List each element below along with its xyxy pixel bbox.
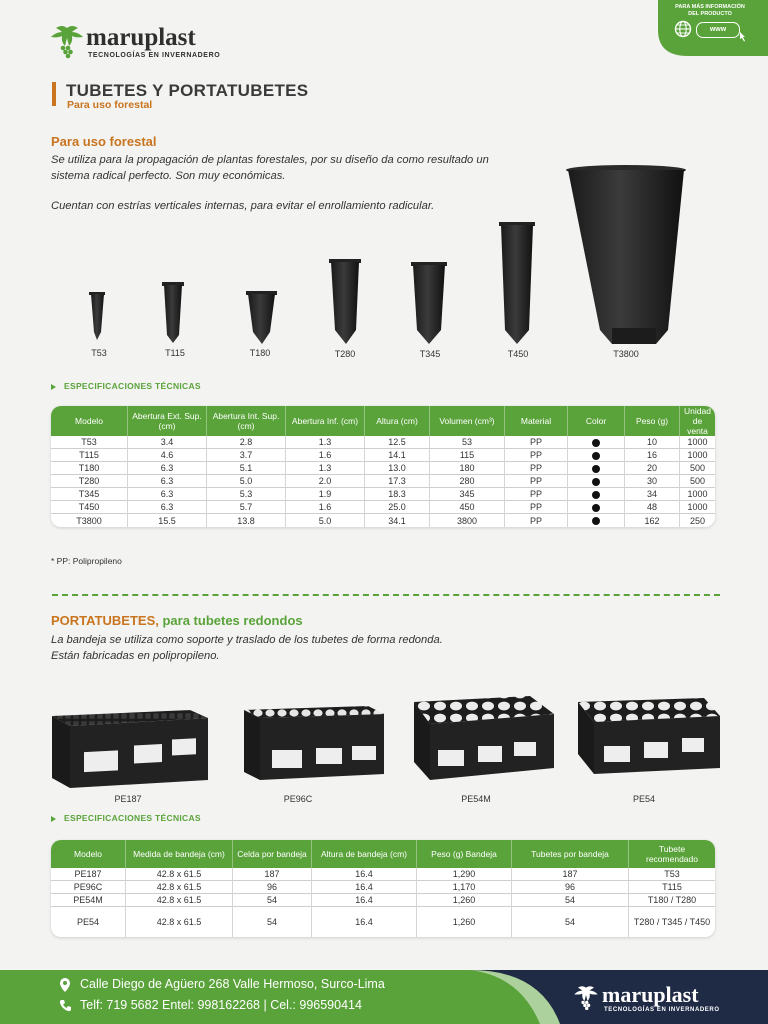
table-cell: 2.0 [286,475,365,488]
table-cell: PE187 [51,868,126,881]
table-cell: 13.0 [365,462,430,475]
globe-icon[interactable] [674,20,692,38]
table-cell: 250 [689,515,706,526]
table-cell: 1,260 [417,907,512,937]
page-subtitle: Para uso forestal [67,99,153,111]
table-cell: PP [505,488,568,501]
table-cell: 54 [512,907,629,937]
arrow-right-icon [51,384,56,390]
table-cell: T53 [51,436,128,449]
table-cell: 16 [625,449,680,462]
table-cell: 6.3 [128,462,207,475]
tube-t345 [411,262,447,344]
table-cell: 96 [233,881,312,894]
table-cell: 16.4 [312,881,417,894]
more-info-text: PARA MÁS INFORMACIÓN DEL PRODUCTO [675,4,745,17]
col-header: Altura (cm) [365,406,430,436]
tray-pe187 [52,710,208,788]
table-cell: 5.0 [286,514,365,527]
table-cell: T115 [51,449,128,462]
table-cell: 6.3 [128,475,207,488]
table-cell: 96 [512,881,629,894]
col-header: Celda por bandeja [233,840,312,868]
table-cell: 1000 [680,449,715,462]
table-cell: 20 [625,462,680,475]
table-cell: 18.3 [365,488,430,501]
tube-label-t3800: T3800 [613,349,639,359]
table-cell: 187 [512,868,629,881]
phone-icon [59,999,72,1012]
table-cell: 15.5 [128,514,207,527]
table-row [51,436,715,449]
table-cell: 3.4 [128,436,207,449]
table-row [51,868,715,881]
www-button[interactable]: www [696,22,740,38]
table-cell: PP [505,436,568,449]
table-row [51,881,715,894]
table-cell: PP [505,449,568,462]
table-cell: 42.8 x 61.5 [126,907,233,937]
table-cell: 1000 [680,436,715,449]
table-cell: 12.5 [365,436,430,449]
col-header: Tubete recomendado [629,840,715,868]
brand-logo [48,22,248,68]
table-cell: 14.1 [365,449,430,462]
footer-brand-logo [572,982,742,1018]
tubes-image [60,160,700,360]
table-cell: 34 [625,488,680,501]
table-cell: T180 / T280 [629,894,715,907]
tray-label-pe187: PE187 [114,794,142,804]
table-cell: 25.0 [365,501,430,514]
table-cell [568,514,625,527]
grape-leaf-logo-icon [572,984,600,1012]
tubes-spec-table [51,406,715,527]
col-header: Abertura Int. Sup. (cm) [207,406,286,436]
table-cell: 16.4 [312,868,417,881]
tube-t450 [499,222,535,344]
table-cell: 53 [430,436,505,449]
section-heading-portatubetes: PORTATUBETES, para tubetes redondos [51,613,303,628]
table-cell: 34.1 [365,514,430,527]
tube-label-t345: T345 [419,349,441,359]
table-cell: T345 [51,488,128,501]
table-cell: 1,260 [417,894,512,907]
tray-label-pe96c: PE96C [283,794,313,804]
footer-phone: Telf: 719 5682 Entel: 998162268 | Cel.: 996590414 [80,998,362,1012]
table-cell: PE96C [51,881,126,894]
table-cell [568,488,625,501]
table-cell: PP [505,501,568,514]
table-cell: 54 [233,907,312,937]
table-row [51,907,715,937]
table-cell [568,501,625,514]
col-header: Medida de bandeja (cm) [126,840,233,868]
table-row [51,514,715,527]
col-header: Volumen (cm³) [430,406,505,436]
table-cell: 4.6 [128,449,207,462]
tray-pe54m [414,696,554,780]
col-header: Abertura Ext. Sup. (cm) [128,406,207,436]
table-cell: 1.9 [286,488,365,501]
pointer-hand-icon [738,30,752,42]
location-pin-icon [59,978,71,992]
table-cell: 42.8 x 61.5 [126,894,233,907]
tube-t180 [246,291,277,344]
table-cell: 3800 [430,514,505,527]
table-cell: 5.0 [207,475,286,488]
tube-label-t180: T180 [249,348,271,358]
table-cell: 1.6 [286,501,365,514]
footnote: * PP: Polipropileno [51,556,122,566]
table-cell: PP [505,475,568,488]
table-cell: 180 [430,462,505,475]
tube-label-t115: T115 [165,348,185,358]
brand-name: maruplast [86,24,196,51]
table-cell: 162 [625,514,680,527]
trays-image [48,688,728,792]
table-cell: T180 [51,462,128,475]
table-cell: 450 [430,501,505,514]
dashed-divider [52,594,720,596]
table-cell: 1.6 [286,449,365,462]
color-swatch [592,491,600,499]
page-title: TUBETES Y PORTATUBETES [66,81,309,100]
table-cell: 115 [430,449,505,462]
table-cell: 54 [233,894,312,907]
table-row [51,449,715,462]
section-description-2: Cuentan con estrías verticales internas, para evitar el enrollamiento radicular. [51,200,435,212]
tube-label-t280: T280 [334,349,356,359]
col-header: Abertura Inf. (cm) [286,406,365,436]
table-row [51,475,715,488]
col-header: Peso (g) [625,406,680,436]
tube-t53 [89,292,105,340]
table-cell: 17.3 [365,475,430,488]
table-cell: 500 [680,475,715,488]
col-header: Tubetes por bandeja [512,840,629,868]
specs-heading-tubes: ESPECIFICACIONES TÉCNICAS [51,381,201,391]
table-row [51,488,715,501]
arrow-right-icon [51,816,56,822]
table-cell: 10 [625,436,680,449]
table-cell: 48 [625,501,680,514]
table-row [51,501,715,514]
tray-pe96c [244,706,384,780]
footer-brand-tagline: TECNOLOGÍAS EN INVERNADERO [604,1007,720,1013]
tube-label-t53: T53 [91,348,107,358]
table-cell [568,475,625,488]
table-cell: 42.8 x 61.5 [126,881,233,894]
color-swatch [592,478,600,486]
tray-pe54 [578,698,720,774]
table-cell: 16.4 [312,907,417,937]
tray-label-pe54m: PE54M [461,794,491,804]
section-description: Se utiliza para la propagación de plantas forestales, por su diseño da como resultado un sistema radical perfecto. Son muy económicas. [51,154,489,182]
section2-description: La bandeja se utiliza como soporte y traslado de los tubetes de forma redonda. Están fabricadas en polipropileno. [51,634,443,662]
table-cell: 5.7 [207,501,286,514]
table-cell: 1.3 [286,436,365,449]
table-cell: T280 [51,475,128,488]
table-cell: PE54 [51,907,126,937]
table-cell: 5.3 [207,488,286,501]
table-row [51,462,715,475]
table-cell: 54 [512,894,629,907]
table-cell: PP [505,462,568,475]
table-cell: 1.3 [286,462,365,475]
footer-brand-name: maruplast [602,982,699,1007]
color-swatch [592,504,600,512]
col-header: Color [568,406,625,436]
trays-spec-table [51,840,715,937]
col-header: Altura de bandeja (cm) [312,840,417,868]
table-cell: 42.8 x 61.5 [126,868,233,881]
col-header: Material [505,406,568,436]
table-cell: 6.3 [128,501,207,514]
table-cell: T280 / T345 / T450 [633,917,711,927]
table-cell: 187 [233,868,312,881]
table-cell: 2.8 [207,436,286,449]
table-cell: T115 [629,881,715,894]
tube-t115 [162,282,184,343]
color-swatch [592,465,600,473]
title-accent-bar [52,82,56,106]
tube-t3800 [566,165,686,344]
table-cell: 500 [680,462,715,475]
table-cell: T53 [629,868,715,881]
table-cell: PP [505,514,568,527]
col-header: Modelo [51,406,128,436]
table-cell: 1,170 [417,881,512,894]
color-swatch [592,439,600,447]
specs-heading-trays: ESPECIFICACIONES TÉCNICAS [51,813,201,823]
color-swatch [592,517,600,525]
section-heading-forestal: Para uso forestal [51,134,157,149]
table-cell: 13.8 [207,514,286,527]
tube-label-t450: T450 [507,349,529,359]
table-cell: 280 [430,475,505,488]
color-swatch [592,452,600,460]
table-cell: 1000 [680,488,715,501]
table-cell: 6.3 [128,488,207,501]
table-cell: 30 [625,475,680,488]
table-header-row [51,840,715,868]
table-cell: 345 [430,488,505,501]
table-cell: T3800 [51,514,128,527]
table-cell: 5.1 [207,462,286,475]
footer-address: Calle Diego de Agüero 268 Valle Hermoso, Surco-Lima [80,977,385,991]
grape-leaf-logo-icon [48,24,86,60]
table-cell [568,436,625,449]
tray-label-pe54: PE54 [632,794,656,804]
table-cell: T450 [51,501,128,514]
table-cell: 1,290 [417,868,512,881]
col-header: Unidad de venta [680,406,715,436]
col-header: Modelo [51,840,126,868]
table-cell: 1000 [680,501,715,514]
table-cell [568,462,625,475]
col-header: Peso (g) Bandeja [417,840,512,868]
table-cell: PE54M [51,894,126,907]
table-row [51,894,715,907]
table-cell: 3.7 [207,449,286,462]
brand-tagline: TECNOLOGÍAS EN INVERNADERO [88,52,221,59]
table-cell: 16.4 [312,894,417,907]
table-header-row [51,406,715,436]
table-cell [568,449,625,462]
tube-t280 [329,259,361,344]
